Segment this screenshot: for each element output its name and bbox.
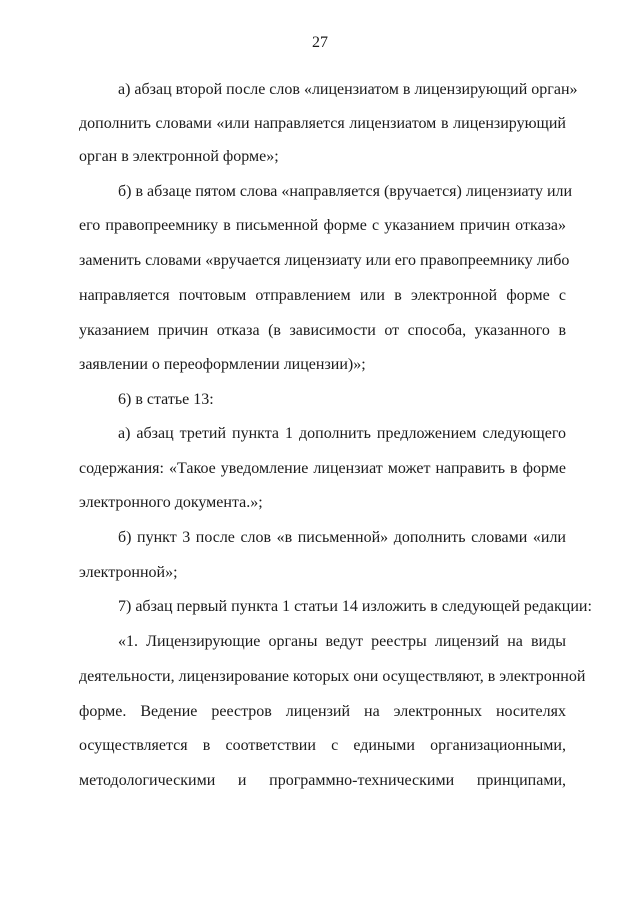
text-line-11: а) абзац третий пункта 1 дополнить предложением следующего [118,425,566,442]
text-line-3: орган в электронной форме»; [79,148,279,165]
text-line-10: 6) в статье 13: [118,391,214,408]
text-line-4: б) в абзаце пятом слова «направляется (вручается) лицензиату или [118,183,573,200]
text-line-5: его правопреемнику в письменной форме с указанием причин отказа» [79,217,566,234]
text-line-17: «1. Лицензирующие органы ведут реестры лицензий на виды [118,633,566,650]
text-line-21: методологическими и программно-техническими принципами, [79,772,566,789]
text-line-16: 7) абзац первый пункта 1 статьи 14 изложить в следующей редакции: [118,598,592,615]
text-line-1: а) абзац второй после слов «лицензиатом в лицензирующий орган» [118,81,578,98]
text-line-18: деятельности, лицензирование которых они осуществляют, в электронной [79,668,586,685]
text-line-19: форме. Ведение реестров лицензий на электронных носителях [79,703,566,720]
text-line-15: электронной»; [79,564,178,581]
text-line-9: заявлении о переоформлении лицензии)»; [79,356,366,373]
text-line-14: б) пункт 3 после слов «в письменной» дополнить словами «или [118,529,566,546]
text-line-8: указанием причин отказа (в зависимости от способа, указанного в [79,322,566,339]
text-line-20: осуществляется в соответствии с едиными организационными, [79,737,566,754]
text-line-6: заменить словами «вручается лицензиату или его правопреемнику либо [79,252,570,269]
text-line-7: направляется почтовым отправлением или в электронной форме с [79,287,566,304]
page-number: 27 [312,34,328,51]
text-line-12: содержания: «Такое уведомление лицензиат может направить в форме [79,460,566,477]
text-line-13: электронного документа.»; [79,494,263,511]
text-line-2: дополнить словами «или направляется лицензиатом в лицензирующий [79,115,566,132]
